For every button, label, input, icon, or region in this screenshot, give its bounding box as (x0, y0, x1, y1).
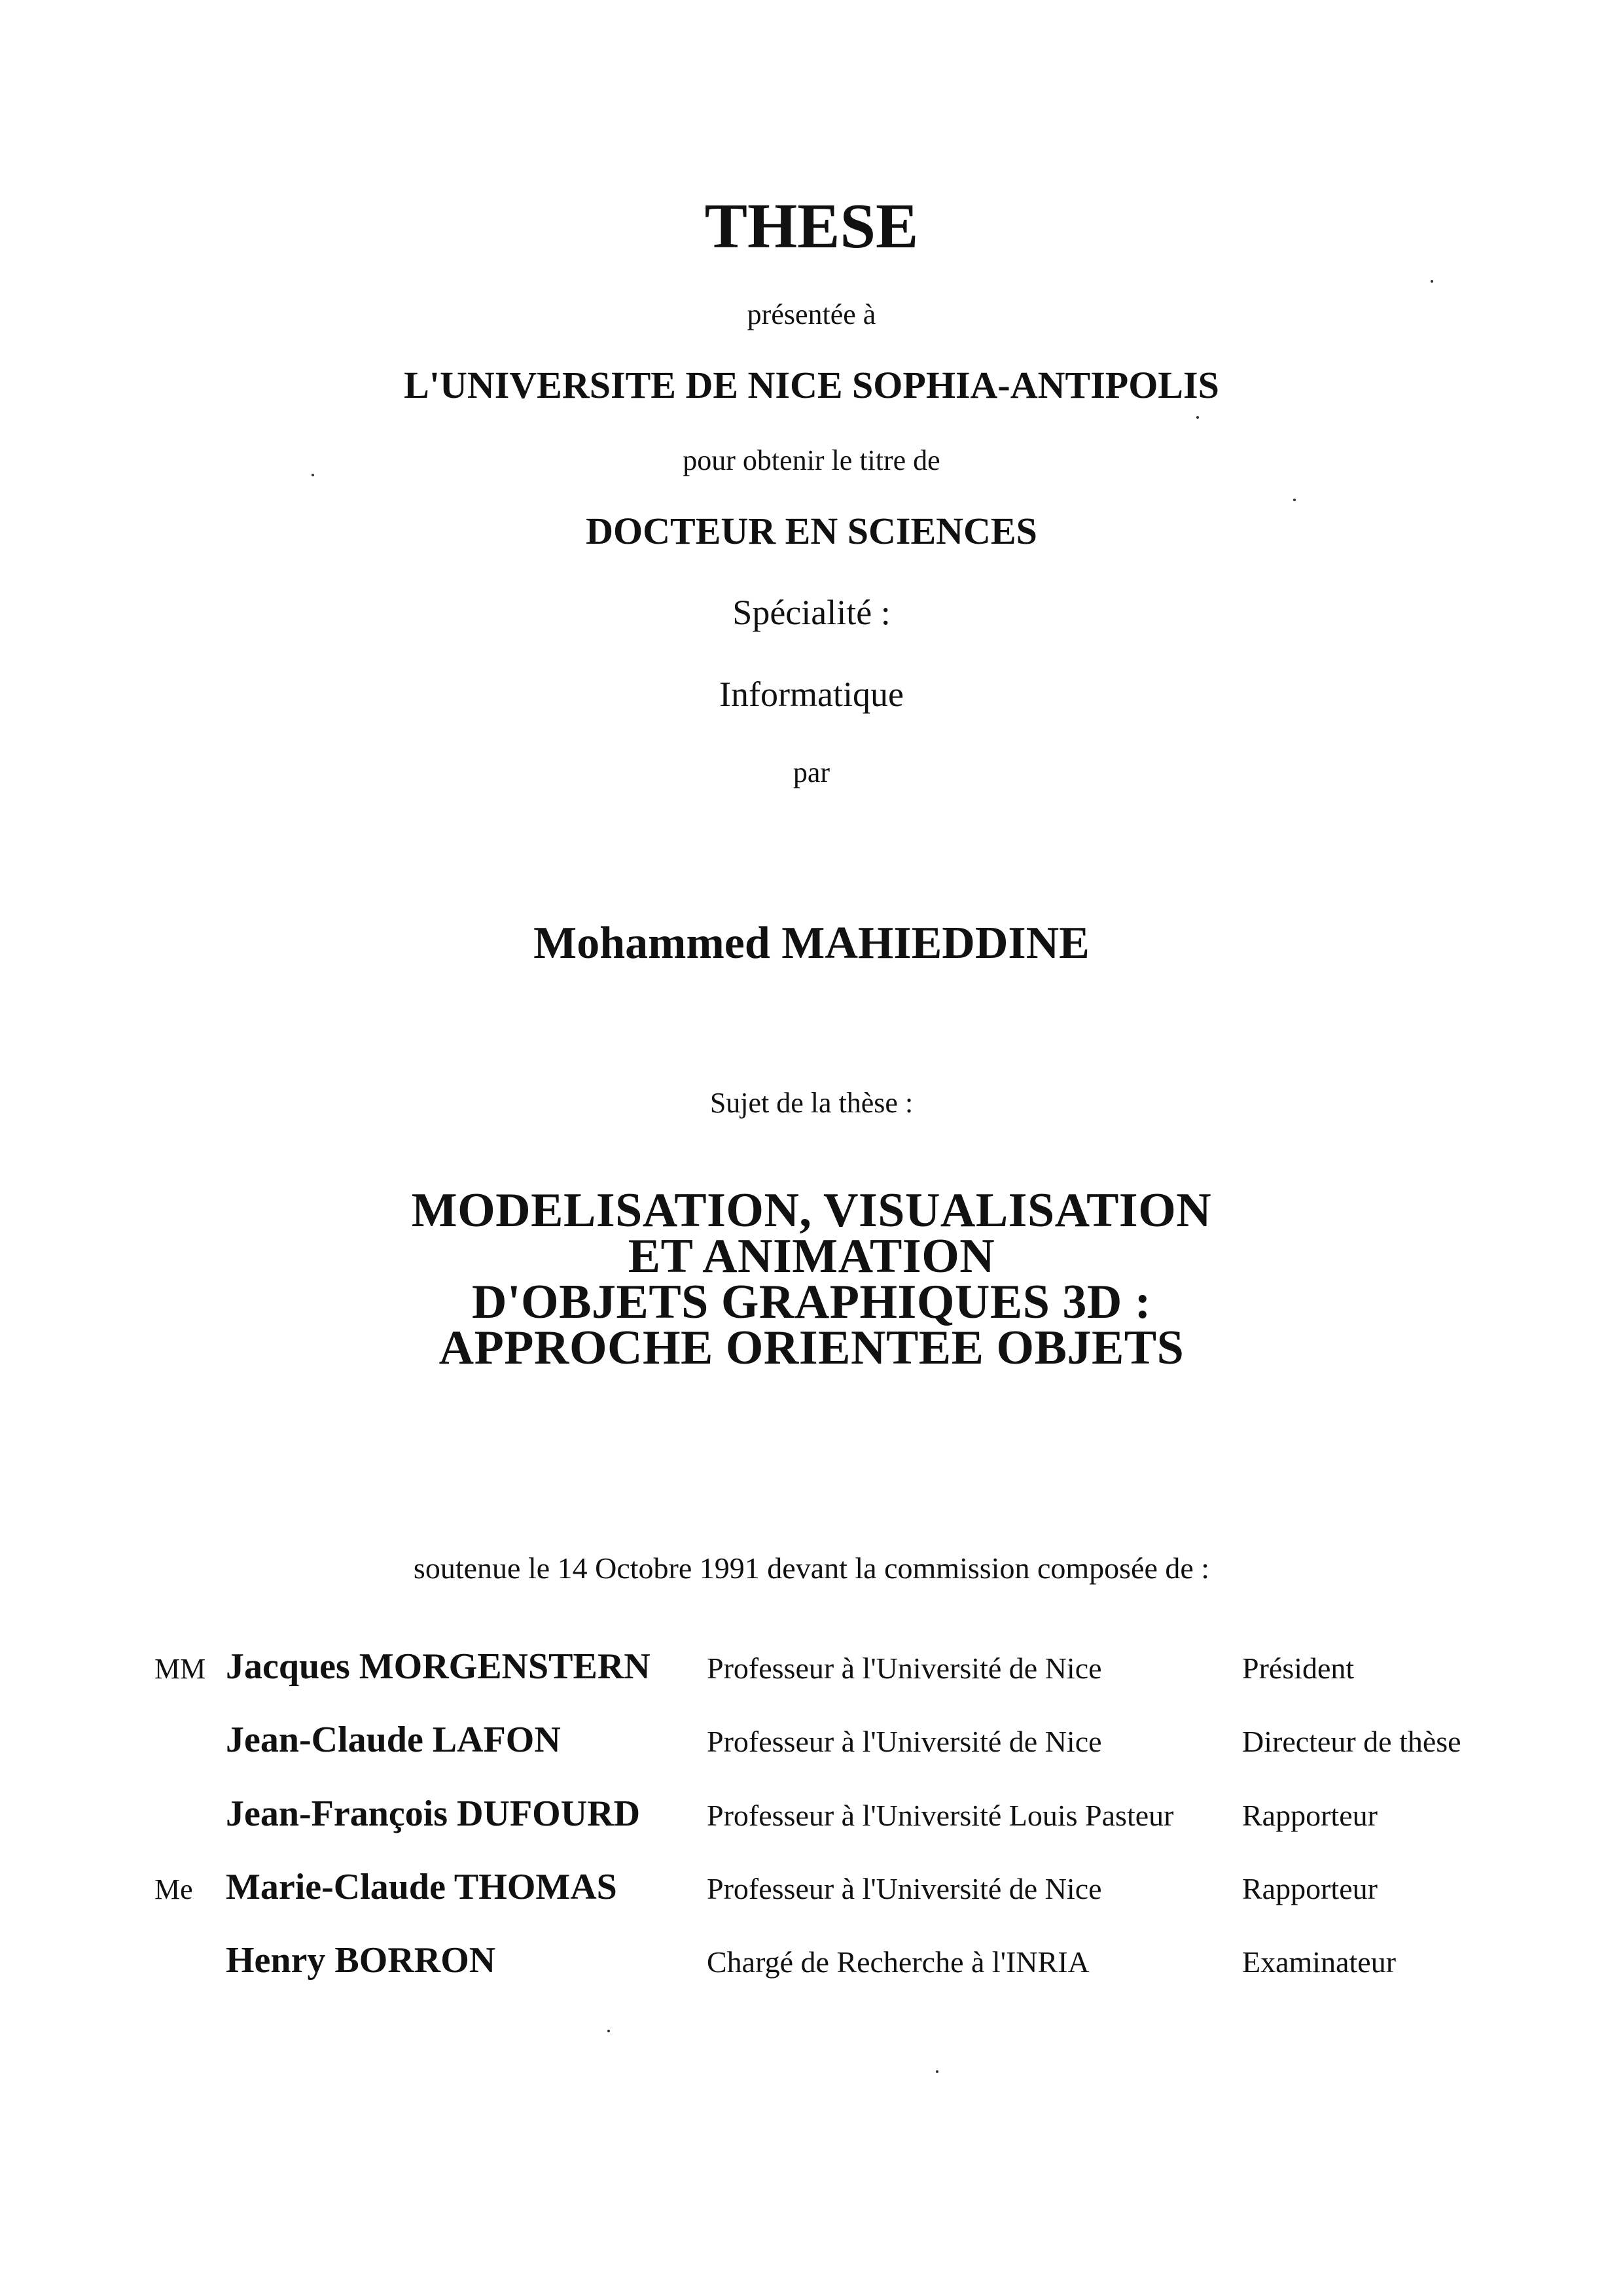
subject-label: Sujet de la thèse : (709, 1087, 914, 1119)
jury-honorific: MM (154, 1653, 206, 1685)
document-title: THESE (704, 191, 919, 262)
jury-position: Chargé de Recherche à l'INRIA (707, 1945, 1090, 1979)
obtain-title-text: pour obtenir le titre de (683, 444, 940, 476)
degree-name: DOCTEUR EN SCIENCES (586, 510, 1037, 552)
jury-name: Jacques MORGENSTERN (226, 1646, 651, 1687)
jury-honorific: Me (154, 1873, 193, 1905)
thesis-title-line: MODELISATION, VISUALISATION (411, 1184, 1212, 1237)
thesis-title-line: ET ANIMATION (628, 1229, 995, 1283)
jury-function: Président (1242, 1651, 1355, 1685)
jury-name: Jean-François DUFOURD (226, 1793, 641, 1834)
scan-speck (312, 474, 314, 476)
jury-member (0, 1719, 1623, 1771)
jury-name: Henry BORRON (226, 1940, 496, 1981)
jury-position: Professeur à l'Université Louis Pasteur (707, 1799, 1174, 1832)
jury-function: Examinateur (1242, 1945, 1397, 1979)
jury-function: Directeur de thèse (1242, 1725, 1461, 1758)
scan-speck (1431, 280, 1433, 283)
defense-statement: soutenue le 14 Octobre 1991 devant la commission composée de : (413, 1551, 1210, 1585)
presented-to-text: présentée à (747, 298, 876, 330)
jury-name: Marie-Claude THOMAS (226, 1867, 617, 1907)
jury-member (0, 1866, 1623, 1918)
jury-member (0, 1939, 1623, 1992)
scan-speck (1293, 499, 1296, 501)
jury-member (0, 1793, 1623, 1845)
thesis-title-line: D'OBJETS GRAPHIQUES 3D : (472, 1275, 1151, 1329)
jury-position: Professeur à l'Université de Nice (707, 1725, 1102, 1758)
author-name: Mohammed MAHIEDDINE (533, 918, 1090, 968)
thesis-title-line: APPROCHE ORIENTEE OBJETS (438, 1321, 1185, 1375)
speciality-value: Informatique (719, 675, 904, 714)
speciality-label: Spécialité : (732, 593, 891, 632)
thesis-title (0, 1184, 1623, 1375)
jury-function: Rapporteur (1242, 1872, 1378, 1905)
jury-function: Rapporteur (1242, 1799, 1378, 1832)
jury-position: Professeur à l'Université de Nice (707, 1651, 1102, 1685)
scan-speck (1196, 416, 1199, 419)
university-name: L'UNIVERSITE DE NICE SOPHIA-ANTIPOLIS (404, 364, 1219, 406)
jury-position: Professeur à l'Université de Nice (707, 1872, 1102, 1905)
jury-member (0, 1646, 1623, 1698)
by-text: par (793, 756, 830, 788)
scan-speck (607, 2030, 610, 2032)
jury-name: Jean-Claude LAFON (226, 1720, 561, 1760)
scan-speck (936, 2070, 938, 2073)
